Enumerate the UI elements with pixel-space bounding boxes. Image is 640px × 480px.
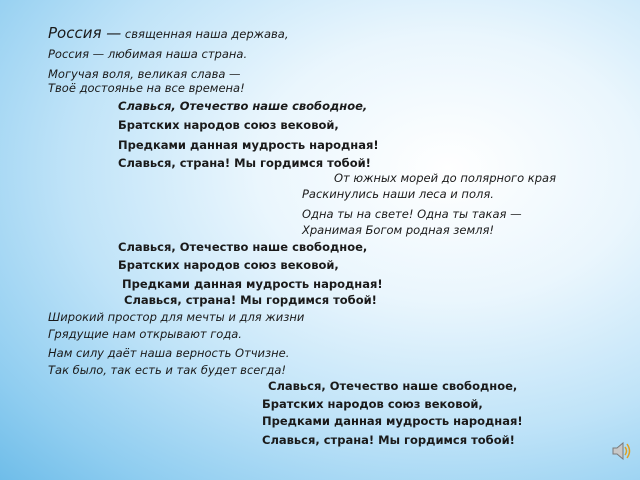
chorus-2-line-1: Славься, Отечество наше свободное, [118, 240, 368, 254]
verse-3-line-1: Широкий простор для мечты и для жизни [48, 310, 305, 324]
chorus-2-line-3: Предками данная мудрость народная! [122, 277, 383, 291]
verse-2-line-4: Хранимая Богом родная земля! [302, 223, 495, 237]
verse-2-line-1: От южных морей до полярного края [334, 171, 556, 185]
verse-2-line-2: Раскинулись наши леса и поля. [302, 187, 494, 201]
verse-1-line-4: Твоё достоянье на все времена! [48, 81, 245, 95]
chorus-2-line-4: Славься, страна! Мы гордимся тобой! [124, 293, 377, 307]
verse-3-line-4: Так было, так есть и так будет всегда! [48, 363, 287, 377]
chorus-1-line-4: Славься, страна! Мы гордимся тобой! [118, 156, 371, 170]
chorus-2-line-2: Братских народов союз вековой, [118, 258, 339, 272]
verse-1-line-2: Россия — любимая наша страна. [48, 47, 248, 61]
verse-1-line-3: Могучая воля, великая слава — [48, 67, 241, 81]
verse-1-line-1: Россия — священная наша держава, [48, 24, 289, 42]
verse-3-line-2: Грядущие нам открывают года. [48, 327, 242, 341]
chorus-1-line-3: Предками данная мудрость народная! [118, 138, 379, 152]
verse-2-line-3: Одна ты на свете! Одна ты такая — [302, 207, 522, 221]
chorus-1-line-2: Братских народов союз вековой, [118, 118, 339, 132]
chorus-3-line-4: Славься, страна! Мы гордимся тобой! [262, 433, 515, 447]
verse-3-line-3: Нам силу даёт наша верность Отчизне. [48, 346, 290, 360]
chorus-1-line-1: Славься, Отечество наше свободное, [118, 99, 368, 113]
speaker-icon[interactable] [612, 440, 632, 462]
title-word: Россия — [48, 24, 122, 42]
chorus-3-line-1: Славься, Отечество наше свободное, [268, 379, 518, 393]
chorus-3-line-3: Предками данная мудрость народная! [262, 414, 523, 428]
chorus-3-line-2: Братских народов союз вековой, [262, 397, 483, 411]
